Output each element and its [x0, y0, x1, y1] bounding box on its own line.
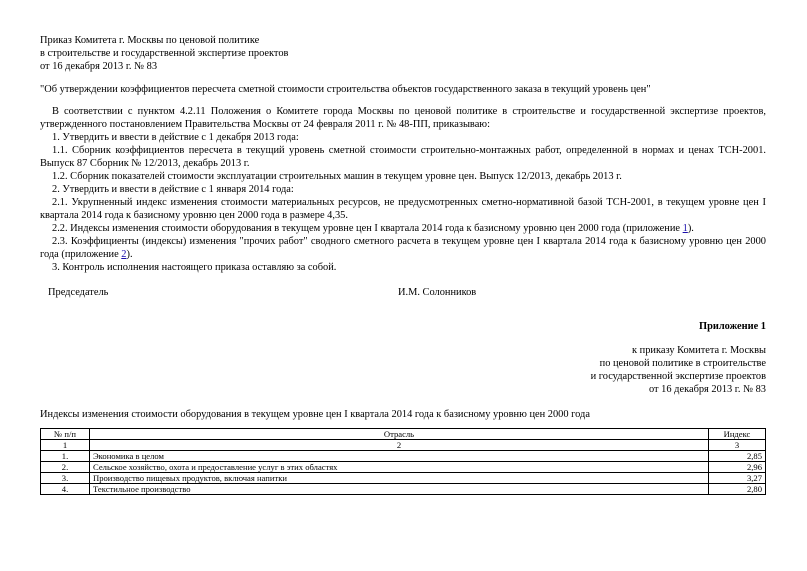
- signature-role: Председатель: [48, 287, 109, 298]
- row-number: 4.: [41, 484, 90, 495]
- appendix-ref-line-3: и государственной экспертизе проектов: [590, 371, 766, 382]
- appendix-reference: [40, 344, 766, 396]
- index-table: [40, 428, 766, 495]
- table-row: [41, 473, 766, 484]
- paragraph-3: 3. Контроль исполнения настоящего приказа оставляю за собой.: [52, 262, 337, 273]
- table-caption: Индексы изменения стоимости оборудования в текущем уровне цен I квартала 2014 года к базисному уровню цен 2000 года: [40, 409, 590, 420]
- header-industry: Отрасль: [90, 429, 709, 440]
- numbering-cell: 2: [90, 440, 709, 451]
- paragraph-2-1: 2.1. Укрупненный индекс изменения стоимости материальных ресурсов, не предусмотренных сметно-нормативной базой ТСН-2001, в текущем уровне цен I квартала 2014 года к базисному уровню цен 2000 года в размере 4,35.: [40, 197, 766, 221]
- appendix-heading: Приложение 1: [698, 321, 766, 332]
- numbering-cell: 1: [41, 440, 90, 451]
- appendix-2-link[interactable]: 2: [121, 249, 127, 260]
- document: [40, 34, 766, 495]
- header-number: № п/п: [41, 429, 90, 440]
- paragraph-1-2: 1.2. Сборник показателей стоимости эксплуатации строительных машин в текущем уровне цен. Выпуск 12/2013, декабрь 2013 г.: [52, 171, 622, 182]
- paragraph-2-3-text: 2.3. Коэффициенты (индексы) изменения "прочих работ" сводного сметного расчета в текущем уровне цен I квартала 2014 года к базисному уровню цен 2000 года (приложение: [40, 236, 766, 260]
- numbering-cell: 3: [709, 440, 766, 451]
- row-number: 2.: [41, 462, 90, 473]
- paragraph-1: 1. Утвердить и ввести в действие с 1 декабря 2013 года:: [52, 132, 299, 143]
- signature-name: И.М. Солонников: [398, 287, 477, 298]
- row-index: 2,85: [709, 451, 766, 462]
- table-row: [41, 484, 766, 495]
- paragraph-1-1: 1.1. Сборник коэффициентов пересчета в текущий уровень сметной стоимости строительно-монтажных работ, определенной в нормах и ценах ТСН-2001. Выпуск 87 Сборник № 12/2013, декабрь 2013 г.: [40, 145, 766, 169]
- document-title: "Об утверждении коэффициентов пересчета сметной стоимости строительства объектов государственного заказа в текущий уровень цен": [40, 84, 651, 95]
- row-number: 1.: [41, 451, 90, 462]
- table-numbering-row: [41, 440, 766, 451]
- paragraph-2-3: [40, 235, 766, 261]
- row-number: 3.: [41, 473, 90, 484]
- paragraph-2-2-end: ).: [687, 223, 694, 234]
- appendix-ref-line-1: к приказу Комитета г. Москвы: [632, 345, 766, 356]
- paragraph-2-2-text: 2.2. Индексы изменения стоимости оборудования в текущем уровне цен I квартала 2014 года к базисному уровню цен 2000 года (приложение: [52, 223, 683, 234]
- row-industry: Экономика в целом: [90, 451, 709, 462]
- paragraph-2-3-end: ).: [126, 249, 133, 260]
- document-body: [40, 105, 766, 274]
- row-industry: Сельское хозяйство, охота и предоставление услуг в этих областях: [90, 462, 709, 473]
- signature-block: [40, 286, 766, 300]
- table-row: [41, 451, 766, 462]
- paragraph-2-2: [40, 222, 766, 235]
- table-row: [41, 462, 766, 473]
- row-index: 3,27: [709, 473, 766, 484]
- table-header-row: [41, 429, 766, 440]
- paragraph-2: 2. Утвердить и ввести в действие с 1 января 2014 года:: [52, 184, 294, 195]
- row-industry: Производство пищевых продуктов, включая напитки: [90, 473, 709, 484]
- appendix-ref-line-4: от 16 декабря 2013 г. № 83: [648, 384, 766, 395]
- row-index: 2,96: [709, 462, 766, 473]
- header-line-1: Приказ Комитета г. Москвы по ценовой политике: [40, 35, 260, 46]
- row-industry: Текстильное производство: [90, 484, 709, 495]
- header-index: Индекс: [709, 429, 766, 440]
- document-header: [40, 34, 766, 73]
- header-line-2: в строительстве и государственной экспертизе проектов: [40, 48, 289, 59]
- header-line-3: от 16 декабря 2013 г. № 83: [40, 61, 158, 72]
- paragraph-intro: В соответствии с пунктом 4.2.11 Положения о Комитете города Москвы по ценовой политике в строительстве и государственной экспертизе проектов, утвержденного постановлением Правительства Москвы от 24 февраля 2011 г. № 48-ПП, приказываю:: [40, 106, 766, 130]
- appendix-1-link[interactable]: 1: [682, 223, 688, 234]
- appendix-ref-line-2: по ценовой политике в строительстве: [599, 358, 766, 369]
- row-index: 2,80: [709, 484, 766, 495]
